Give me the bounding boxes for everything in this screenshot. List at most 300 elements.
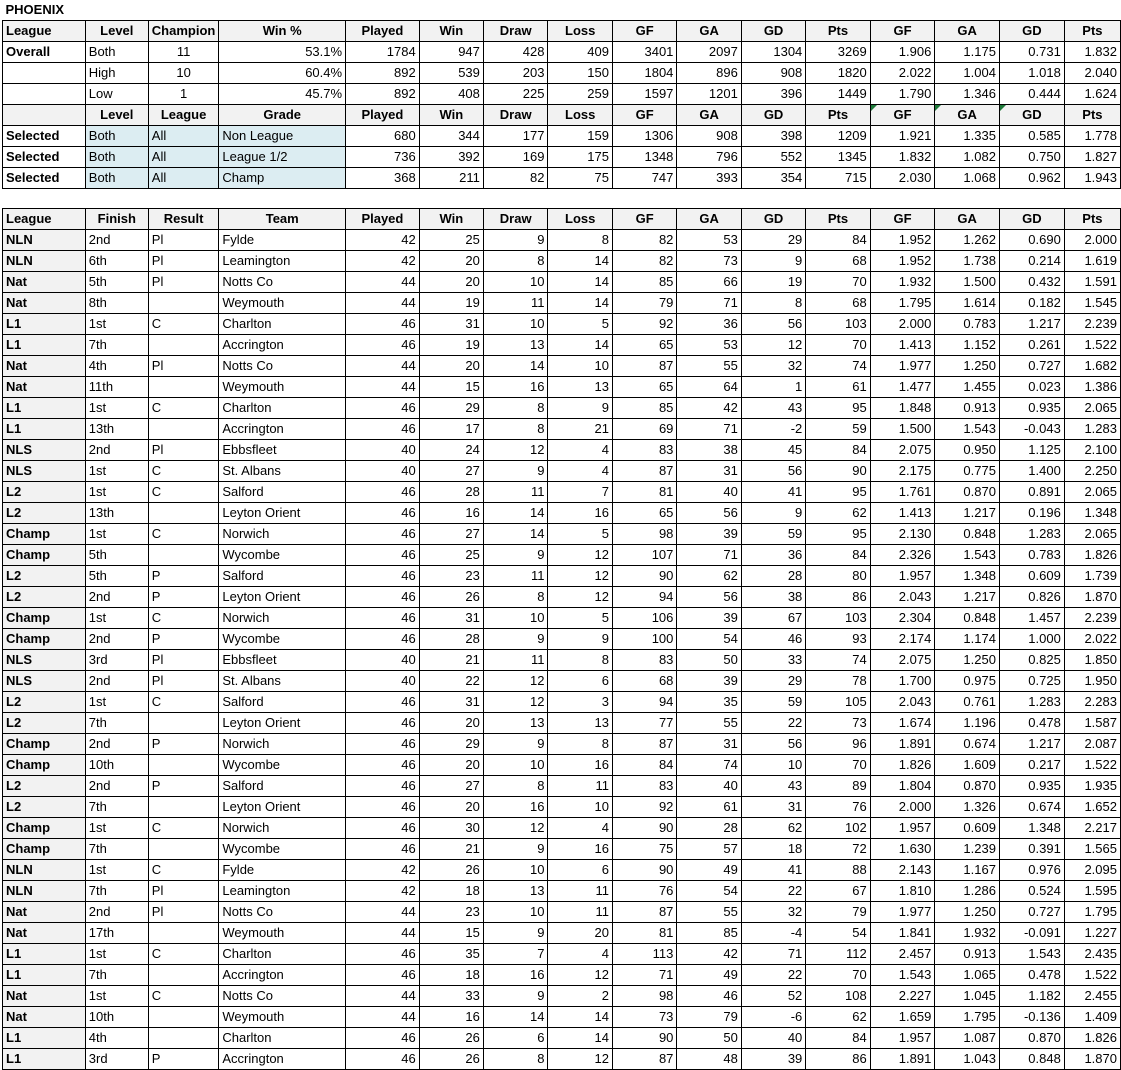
detail-cell[interactable]: 67: [806, 881, 870, 902]
detail-header-cell[interactable]: Draw: [483, 209, 548, 230]
detail-cell[interactable]: 11: [548, 776, 613, 797]
summary-cell[interactable]: 150: [548, 63, 613, 84]
detail-cell[interactable]: 10th: [85, 1007, 148, 1028]
detail-cell[interactable]: 1.348: [935, 566, 1000, 587]
detail-cell[interactable]: 1.386: [1064, 377, 1120, 398]
summary-cell[interactable]: 1.004: [935, 63, 1000, 84]
detail-cell[interactable]: 1.217: [935, 587, 1000, 608]
detail-cell[interactable]: 1.522: [1064, 755, 1120, 776]
summary-cell[interactable]: 908: [741, 63, 805, 84]
detail-cell[interactable]: 20: [419, 797, 483, 818]
detail-cell[interactable]: 1.952: [870, 251, 935, 272]
summary-cell[interactable]: 11: [148, 42, 219, 63]
selected-cell[interactable]: 354: [741, 168, 805, 189]
selected-cell[interactable]: 1348: [612, 147, 676, 168]
selected-cell[interactable]: All: [148, 126, 219, 147]
detail-cell[interactable]: 1.826: [1064, 1028, 1120, 1049]
detail-cell[interactable]: 107: [612, 545, 676, 566]
detail-cell[interactable]: 1.543: [999, 944, 1064, 965]
detail-cell[interactable]: 2.455: [1064, 986, 1120, 1007]
detail-cell[interactable]: 2.304: [870, 608, 935, 629]
detail-cell[interactable]: 61: [677, 797, 741, 818]
detail-cell[interactable]: 1.457: [999, 608, 1064, 629]
detail-cell[interactable]: 12: [483, 671, 548, 692]
detail-header-cell[interactable]: GD: [999, 209, 1064, 230]
detail-cell[interactable]: 3rd: [85, 1049, 148, 1070]
summary-cell[interactable]: 1.790: [870, 84, 935, 105]
detail-cell[interactable]: 1.614: [935, 293, 1000, 314]
detail-cell[interactable]: 66: [677, 272, 741, 293]
detail-cell[interactable]: Accrington: [219, 1049, 346, 1070]
detail-cell[interactable]: 1.043: [935, 1049, 1000, 1070]
detail-cell[interactable]: Salford: [219, 482, 346, 503]
detail-cell[interactable]: 5th: [85, 272, 148, 293]
detail-cell[interactable]: 1st: [85, 398, 148, 419]
selected-cell[interactable]: 736: [346, 147, 420, 168]
detail-cell[interactable]: 4th: [85, 1028, 148, 1049]
detail-cell[interactable]: 49: [677, 860, 741, 881]
detail-cell[interactable]: Accrington: [219, 419, 346, 440]
summary-header-cell[interactable]: Pts: [1064, 21, 1120, 42]
detail-cell[interactable]: 1.413: [870, 503, 935, 524]
summary-header-cell[interactable]: Champion: [148, 21, 219, 42]
detail-cell[interactable]: 8: [483, 398, 548, 419]
detail-cell[interactable]: 1.977: [870, 356, 935, 377]
detail-cell[interactable]: 12: [548, 566, 613, 587]
detail-cell[interactable]: 16: [548, 503, 613, 524]
summary-cell[interactable]: 896: [677, 63, 741, 84]
detail-cell[interactable]: 43: [741, 398, 805, 419]
detail-cell[interactable]: 87: [612, 1049, 676, 1070]
detail-cell[interactable]: 84: [806, 440, 870, 461]
detail-cell[interactable]: 71: [741, 944, 805, 965]
detail-cell[interactable]: 0.196: [999, 503, 1064, 524]
detail-cell[interactable]: 59: [741, 692, 805, 713]
detail-cell[interactable]: 68: [806, 293, 870, 314]
detail-cell[interactable]: 1.065: [935, 965, 1000, 986]
detail-cell[interactable]: 1.543: [870, 965, 935, 986]
detail-cell[interactable]: 46: [346, 629, 420, 650]
detail-cell[interactable]: 54: [806, 923, 870, 944]
detail-cell[interactable]: [148, 293, 219, 314]
detail-cell[interactable]: 1.977: [870, 902, 935, 923]
selected-header-cell[interactable]: GD: [999, 105, 1064, 126]
summary-cell[interactable]: 259: [548, 84, 613, 105]
detail-cell[interactable]: 2nd: [85, 440, 148, 461]
summary-cell[interactable]: 3269: [806, 42, 870, 63]
detail-cell[interactable]: 83: [612, 650, 676, 671]
detail-cell[interactable]: 46: [346, 587, 420, 608]
detail-cell[interactable]: 20: [548, 923, 613, 944]
detail-cell[interactable]: 42: [677, 398, 741, 419]
summary-cell[interactable]: 947: [419, 42, 483, 63]
detail-cell[interactable]: 113: [612, 944, 676, 965]
detail-cell[interactable]: 1.087: [935, 1028, 1000, 1049]
detail-cell[interactable]: 0.935: [999, 776, 1064, 797]
detail-cell[interactable]: 79: [612, 293, 676, 314]
detail-cell[interactable]: 31: [419, 314, 483, 335]
detail-cell[interactable]: 1.522: [1064, 965, 1120, 986]
detail-cell[interactable]: 16: [483, 377, 548, 398]
detail-cell[interactable]: 2.457: [870, 944, 935, 965]
detail-cell[interactable]: Notts Co: [219, 272, 346, 293]
detail-cell[interactable]: 1st: [85, 944, 148, 965]
detail-cell[interactable]: 1.795: [935, 1007, 1000, 1028]
detail-cell[interactable]: 36: [741, 545, 805, 566]
detail-cell[interactable]: 42: [346, 230, 420, 251]
detail-cell[interactable]: 3: [548, 692, 613, 713]
detail-cell[interactable]: 20: [419, 356, 483, 377]
detail-cell[interactable]: 56: [741, 314, 805, 335]
detail-cell[interactable]: 90: [806, 461, 870, 482]
detail-header-cell[interactable]: GD: [741, 209, 805, 230]
detail-cell[interactable]: 1.652: [1064, 797, 1120, 818]
detail-cell[interactable]: 0.848: [935, 608, 1000, 629]
detail-cell[interactable]: L2: [3, 776, 86, 797]
summary-cell[interactable]: Overall: [3, 42, 86, 63]
selected-header-cell[interactable]: GD: [741, 105, 805, 126]
detail-cell[interactable]: Charlton: [219, 398, 346, 419]
detail-cell[interactable]: 1.217: [999, 314, 1064, 335]
selected-header-cell[interactable]: Played: [346, 105, 420, 126]
detail-cell[interactable]: 40: [346, 440, 420, 461]
detail-cell[interactable]: 1.891: [870, 1049, 935, 1070]
detail-cell[interactable]: 46: [741, 629, 805, 650]
detail-cell[interactable]: 0.976: [999, 860, 1064, 881]
detail-cell[interactable]: 5: [548, 608, 613, 629]
detail-cell[interactable]: 46: [346, 398, 420, 419]
detail-cell[interactable]: 1.413: [870, 335, 935, 356]
detail-cell[interactable]: L2: [3, 566, 86, 587]
detail-cell[interactable]: 10: [548, 356, 613, 377]
detail-cell[interactable]: Nat: [3, 902, 86, 923]
detail-cell[interactable]: 0.432: [999, 272, 1064, 293]
detail-cell[interactable]: [148, 797, 219, 818]
selected-header-cell[interactable]: GA: [935, 105, 1000, 126]
detail-cell[interactable]: Pl: [148, 881, 219, 902]
detail-cell[interactable]: 10: [548, 797, 613, 818]
detail-cell[interactable]: 2.000: [1064, 230, 1120, 251]
detail-cell[interactable]: 18: [741, 839, 805, 860]
detail-cell[interactable]: 52: [741, 986, 805, 1007]
detail-cell[interactable]: 2.043: [870, 692, 935, 713]
detail-cell[interactable]: 1.739: [1064, 566, 1120, 587]
detail-cell[interactable]: 1.250: [935, 650, 1000, 671]
detail-cell[interactable]: 0.182: [999, 293, 1064, 314]
selected-cell[interactable]: 0.585: [999, 126, 1064, 147]
summary-cell[interactable]: 0.444: [999, 84, 1064, 105]
detail-cell[interactable]: 16: [483, 797, 548, 818]
detail-cell[interactable]: 92: [612, 314, 676, 335]
detail-cell[interactable]: 70: [806, 272, 870, 293]
detail-cell[interactable]: 2.283: [1064, 692, 1120, 713]
detail-cell[interactable]: St. Albans: [219, 671, 346, 692]
detail-cell[interactable]: 1.952: [870, 230, 935, 251]
detail-cell[interactable]: 31: [741, 797, 805, 818]
detail-cell[interactable]: 12: [483, 818, 548, 839]
detail-cell[interactable]: 73: [806, 713, 870, 734]
detail-cell[interactable]: 76: [612, 881, 676, 902]
detail-cell[interactable]: 46: [346, 503, 420, 524]
detail-cell[interactable]: 46: [346, 482, 420, 503]
detail-cell[interactable]: 15: [419, 377, 483, 398]
summary-cell[interactable]: 892: [346, 84, 420, 105]
detail-cell[interactable]: 46: [346, 1049, 420, 1070]
detail-cell[interactable]: 0.727: [999, 902, 1064, 923]
detail-cell[interactable]: P: [148, 587, 219, 608]
detail-cell[interactable]: 2.087: [1064, 734, 1120, 755]
detail-cell[interactable]: 38: [677, 440, 741, 461]
detail-cell[interactable]: 44: [346, 1007, 420, 1028]
detail-header-cell[interactable]: GF: [870, 209, 935, 230]
detail-cell[interactable]: 2.130: [870, 524, 935, 545]
detail-cell[interactable]: Pl: [148, 902, 219, 923]
summary-cell[interactable]: 539: [419, 63, 483, 84]
detail-cell[interactable]: 84: [806, 545, 870, 566]
detail-cell[interactable]: 39: [741, 1049, 805, 1070]
detail-cell[interactable]: 2.175: [870, 461, 935, 482]
detail-cell[interactable]: 22: [741, 965, 805, 986]
selected-cell[interactable]: Selected: [3, 126, 86, 147]
selected-header-cell[interactable]: Pts: [806, 105, 870, 126]
detail-cell[interactable]: P: [148, 566, 219, 587]
detail-cell[interactable]: 1.932: [935, 923, 1000, 944]
selected-cell[interactable]: 177: [483, 126, 548, 147]
detail-cell[interactable]: L1: [3, 419, 86, 440]
detail-cell[interactable]: 0.761: [935, 692, 1000, 713]
detail-cell[interactable]: 46: [677, 986, 741, 1007]
detail-cell[interactable]: Charlton: [219, 1028, 346, 1049]
detail-cell[interactable]: 1.543: [935, 545, 1000, 566]
detail-cell[interactable]: 98: [612, 986, 676, 1007]
detail-cell[interactable]: 10: [483, 902, 548, 923]
summary-header-cell[interactable]: Loss: [548, 21, 613, 42]
detail-cell[interactable]: 1: [741, 377, 805, 398]
selected-cell[interactable]: 747: [612, 168, 676, 189]
detail-cell[interactable]: 28: [741, 566, 805, 587]
detail-cell[interactable]: 13: [483, 713, 548, 734]
detail-cell[interactable]: 13: [548, 713, 613, 734]
detail-cell[interactable]: 1.283: [999, 524, 1064, 545]
detail-cell[interactable]: [148, 419, 219, 440]
detail-cell[interactable]: C: [148, 986, 219, 1007]
selected-cell[interactable]: Selected: [3, 168, 86, 189]
detail-cell[interactable]: 8: [483, 419, 548, 440]
detail-cell[interactable]: 50: [677, 1028, 741, 1049]
detail-cell[interactable]: 1.609: [935, 755, 1000, 776]
detail-cell[interactable]: C: [148, 692, 219, 713]
detail-cell[interactable]: 100: [612, 629, 676, 650]
detail-cell[interactable]: 1.182: [999, 986, 1064, 1007]
detail-cell[interactable]: 40: [741, 1028, 805, 1049]
detail-cell[interactable]: 1st: [85, 482, 148, 503]
detail-cell[interactable]: 10: [483, 272, 548, 293]
detail-cell[interactable]: 28: [677, 818, 741, 839]
detail-cell[interactable]: 1.619: [1064, 251, 1120, 272]
detail-cell[interactable]: 8: [548, 734, 613, 755]
detail-cell[interactable]: 2.174: [870, 629, 935, 650]
detail-cell[interactable]: Nat: [3, 1007, 86, 1028]
selected-cell[interactable]: 680: [346, 126, 420, 147]
detail-cell[interactable]: 8th: [85, 293, 148, 314]
detail-cell[interactable]: C: [148, 944, 219, 965]
detail-cell[interactable]: 22: [741, 881, 805, 902]
detail-cell[interactable]: NLS: [3, 650, 86, 671]
detail-cell[interactable]: 70: [806, 755, 870, 776]
detail-cell[interactable]: -6: [741, 1007, 805, 1028]
detail-cell[interactable]: 1.826: [870, 755, 935, 776]
detail-cell[interactable]: 1.196: [935, 713, 1000, 734]
detail-cell[interactable]: 108: [806, 986, 870, 1007]
detail-cell[interactable]: Notts Co: [219, 986, 346, 1007]
detail-cell[interactable]: Pl: [148, 230, 219, 251]
detail-cell[interactable]: Ebbsfleet: [219, 440, 346, 461]
detail-cell[interactable]: 1st: [85, 692, 148, 713]
detail-cell[interactable]: 11: [483, 293, 548, 314]
detail-cell[interactable]: NLS: [3, 461, 86, 482]
detail-cell[interactable]: 7: [483, 944, 548, 965]
detail-cell[interactable]: 8: [548, 230, 613, 251]
summary-cell[interactable]: 1.175: [935, 42, 1000, 63]
detail-cell[interactable]: 23: [419, 902, 483, 923]
detail-cell[interactable]: 1.565: [1064, 839, 1120, 860]
detail-cell[interactable]: L1: [3, 965, 86, 986]
detail-cell[interactable]: 55: [677, 356, 741, 377]
detail-cell[interactable]: Salford: [219, 776, 346, 797]
detail-cell[interactable]: L1: [3, 1028, 86, 1049]
detail-cell[interactable]: 1.239: [935, 839, 1000, 860]
detail-cell[interactable]: 2.326: [870, 545, 935, 566]
detail-cell[interactable]: 85: [612, 272, 676, 293]
detail-header-cell[interactable]: Win: [419, 209, 483, 230]
detail-cell[interactable]: 1.810: [870, 881, 935, 902]
detail-cell[interactable]: Pl: [148, 272, 219, 293]
detail-cell[interactable]: 13th: [85, 503, 148, 524]
detail-cell[interactable]: 1.957: [870, 566, 935, 587]
detail-cell[interactable]: 13: [483, 881, 548, 902]
detail-cell[interactable]: 95: [806, 482, 870, 503]
detail-cell[interactable]: 40: [677, 776, 741, 797]
detail-cell[interactable]: 11: [483, 566, 548, 587]
detail-cell[interactable]: 1st: [85, 524, 148, 545]
detail-cell[interactable]: 46: [346, 797, 420, 818]
detail-cell[interactable]: NLN: [3, 230, 86, 251]
detail-cell[interactable]: 5th: [85, 566, 148, 587]
detail-cell[interactable]: 72: [806, 839, 870, 860]
selected-cell[interactable]: 1345: [806, 147, 870, 168]
detail-cell[interactable]: 0.478: [999, 965, 1064, 986]
detail-cell[interactable]: L2: [3, 587, 86, 608]
detail-cell[interactable]: 1.738: [935, 251, 1000, 272]
detail-cell[interactable]: 13: [483, 335, 548, 356]
detail-cell[interactable]: 22: [741, 713, 805, 734]
detail-cell[interactable]: 0.261: [999, 335, 1064, 356]
detail-cell[interactable]: 102: [806, 818, 870, 839]
detail-cell[interactable]: 0.725: [999, 671, 1064, 692]
detail-cell[interactable]: 0.023: [999, 377, 1064, 398]
detail-cell[interactable]: 13: [548, 377, 613, 398]
detail-cell[interactable]: L1: [3, 944, 86, 965]
detail-cell[interactable]: -0.136: [999, 1007, 1064, 1028]
detail-cell[interactable]: 0.950: [935, 440, 1000, 461]
detail-cell[interactable]: 87: [612, 902, 676, 923]
detail-cell[interactable]: 35: [677, 692, 741, 713]
detail-cell[interactable]: 1.674: [870, 713, 935, 734]
detail-cell[interactable]: 9: [741, 503, 805, 524]
detail-cell[interactable]: 43: [741, 776, 805, 797]
detail-cell[interactable]: 74: [677, 755, 741, 776]
detail-cell[interactable]: 79: [677, 1007, 741, 1028]
detail-cell[interactable]: -0.091: [999, 923, 1064, 944]
selected-cell[interactable]: 344: [419, 126, 483, 147]
detail-cell[interactable]: 25: [419, 230, 483, 251]
selected-cell[interactable]: 1.778: [1064, 126, 1120, 147]
selected-header-cell[interactable]: [3, 105, 86, 126]
detail-cell[interactable]: 0.214: [999, 251, 1064, 272]
detail-header-cell[interactable]: Pts: [1064, 209, 1120, 230]
summary-cell[interactable]: 1820: [806, 63, 870, 84]
detail-cell[interactable]: Pl: [148, 650, 219, 671]
detail-cell[interactable]: 69: [612, 419, 676, 440]
detail-cell[interactable]: 9: [483, 734, 548, 755]
summary-cell[interactable]: 53.1%: [219, 42, 346, 63]
summary-header-cell[interactable]: Draw: [483, 21, 548, 42]
detail-cell[interactable]: 56: [741, 461, 805, 482]
detail-cell[interactable]: 0.674: [999, 797, 1064, 818]
detail-cell[interactable]: [148, 503, 219, 524]
summary-header-cell[interactable]: Played: [346, 21, 420, 42]
detail-cell[interactable]: 81: [612, 923, 676, 944]
detail-cell[interactable]: 4: [548, 818, 613, 839]
detail-cell[interactable]: L2: [3, 713, 86, 734]
detail-cell[interactable]: 1.761: [870, 482, 935, 503]
detail-cell[interactable]: 46: [346, 314, 420, 335]
detail-cell[interactable]: P: [148, 734, 219, 755]
detail-cell[interactable]: 1.522: [1064, 335, 1120, 356]
detail-cell[interactable]: 12: [548, 965, 613, 986]
detail-cell[interactable]: 0.391: [999, 839, 1064, 860]
detail-cell[interactable]: 50: [677, 650, 741, 671]
detail-cell[interactable]: 25: [419, 545, 483, 566]
detail-cell[interactable]: 44: [346, 923, 420, 944]
detail-cell[interactable]: 21: [548, 419, 613, 440]
detail-cell[interactable]: 71: [677, 293, 741, 314]
selected-cell[interactable]: Both: [85, 168, 148, 189]
detail-cell[interactable]: 78: [806, 671, 870, 692]
detail-cell[interactable]: 11th: [85, 377, 148, 398]
detail-cell[interactable]: Champ: [3, 755, 86, 776]
detail-header-cell[interactable]: Finish: [85, 209, 148, 230]
detail-cell[interactable]: 106: [612, 608, 676, 629]
detail-cell[interactable]: 61: [806, 377, 870, 398]
detail-cell[interactable]: 75: [612, 839, 676, 860]
detail-cell[interactable]: 2.250: [1064, 461, 1120, 482]
detail-cell[interactable]: 48: [677, 1049, 741, 1070]
detail-cell[interactable]: 0.913: [935, 398, 1000, 419]
detail-cell[interactable]: 19: [419, 293, 483, 314]
detail-cell[interactable]: 14: [548, 272, 613, 293]
detail-cell[interactable]: Wycombe: [219, 629, 346, 650]
detail-cell[interactable]: 42: [346, 881, 420, 902]
detail-cell[interactable]: 6: [548, 860, 613, 881]
detail-cell[interactable]: 0.848: [935, 524, 1000, 545]
detail-cell[interactable]: 1.841: [870, 923, 935, 944]
detail-cell[interactable]: 46: [346, 1028, 420, 1049]
detail-cell[interactable]: 0.975: [935, 671, 1000, 692]
detail-cell[interactable]: Accrington: [219, 335, 346, 356]
detail-cell[interactable]: 85: [612, 398, 676, 419]
detail-cell[interactable]: 5th: [85, 545, 148, 566]
